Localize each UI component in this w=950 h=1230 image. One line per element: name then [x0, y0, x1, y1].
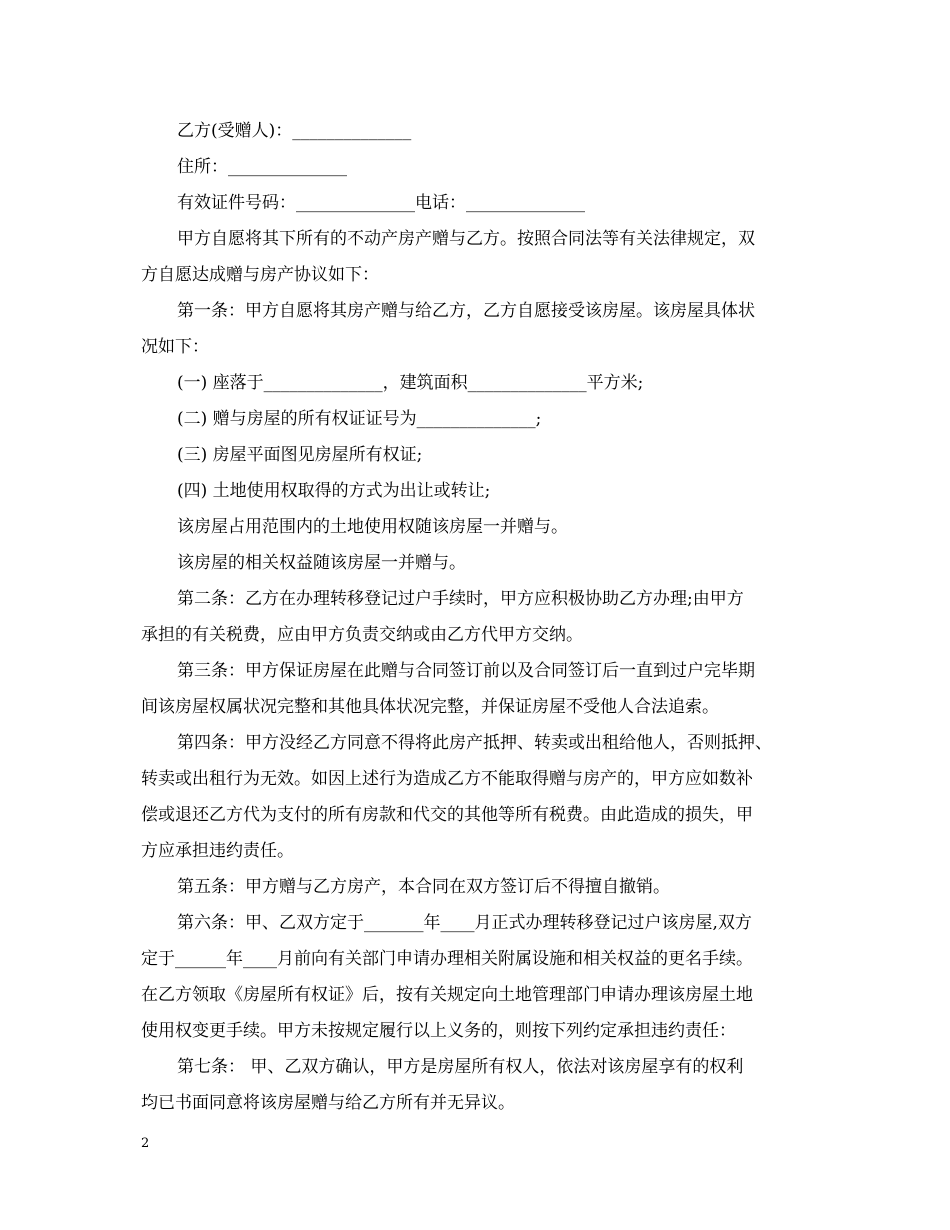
- text-line: 第三条：甲方保证房屋在此赠与合同签订前以及合同签订后一直到过户完毕期: [177, 661, 755, 681]
- text-line: 第五条：甲方赠与乙方房产，本合同在双方签订后不得擅自撤销。: [177, 877, 670, 897]
- text-line: 定于______年____月前向有关部门申请办理相关附属设施和相关权益的更名手续。: [141, 949, 753, 969]
- text-line: (二) 赠与房屋的所有权证证号为______________;: [177, 409, 542, 429]
- text-line: 第一条：甲方自愿将其房产赠与给乙方，乙方自愿接受该房屋。该房屋具体状: [177, 301, 755, 321]
- text-line: (三) 房屋平面图见房屋所有权证;: [177, 445, 423, 465]
- text-line: 住所：______________: [177, 157, 347, 177]
- text-line: 方应承担违约责任。: [141, 841, 294, 861]
- text-line: 承担的有关税费，应由甲方负责交纳或由乙方代甲方交纳。: [141, 625, 583, 645]
- text-line: 甲方自愿将其下所有的不动产房产赠与乙方。按照合同法等有关法律规定，双: [177, 229, 755, 249]
- text-line: 方自愿达成赠与房产协议如下：: [141, 265, 379, 285]
- text-line: 第七条： 甲、乙双方确认，甲方是房屋所有权人，依法对该房屋享有的权利: [177, 1057, 744, 1077]
- text-line: 乙方(受赠人)：______________: [177, 121, 412, 141]
- text-line: (一) 座落于______________，建筑面积______________平方米;: [177, 373, 644, 393]
- text-line: 间该房屋权属状况完整和其他具体状况完整，并保证房屋不受他人合法追索。: [141, 697, 719, 717]
- text-line: 第四条：甲方没经乙方同意不得将此房产抵押、转卖或出租给他人，否则抵押、: [177, 733, 772, 753]
- text-line: (四) 土地使用权取得的方式为出让或转让;: [177, 481, 491, 501]
- text-line: 使用权变更手续。甲方未按规定履行以上义务的，则按下列约定承担违约责任：: [141, 1021, 736, 1041]
- text-line: 第二条：乙方在办理转移登记过户手续时，甲方应积极协助乙方办理;由甲方: [177, 589, 744, 609]
- page-number: 2: [141, 1136, 150, 1151]
- text-line: 转卖或出租行为无效。如因上述行为造成乙方不能取得赠与房产的，甲方应如数补: [141, 769, 753, 789]
- text-line: 该房屋占用范围内的土地使用权随该房屋一并赠与。: [177, 517, 568, 537]
- text-line: 有效证件号码：______________电话：______________: [177, 193, 585, 213]
- text-line: 第六条：甲、乙双方定于_______年____月正式办理转移登记过户该房屋,双方: [177, 913, 752, 933]
- text-line: 在乙方领取《房屋所有权证》后，按有关规定向土地管理部门申请办理该房屋土地: [141, 985, 753, 1005]
- text-line: 偿或退还乙方代为支付的所有房款和代交的其他等所有税费。由此造成的损失，甲: [141, 805, 753, 825]
- text-line: 均已书面同意将该房屋赠与给乙方所有并无异议。: [141, 1093, 515, 1113]
- text-line: 该房屋的相关权益随该房屋一并赠与。: [177, 553, 466, 573]
- text-line: 况如下：: [141, 337, 209, 357]
- document-body: [141, 113, 815, 1121]
